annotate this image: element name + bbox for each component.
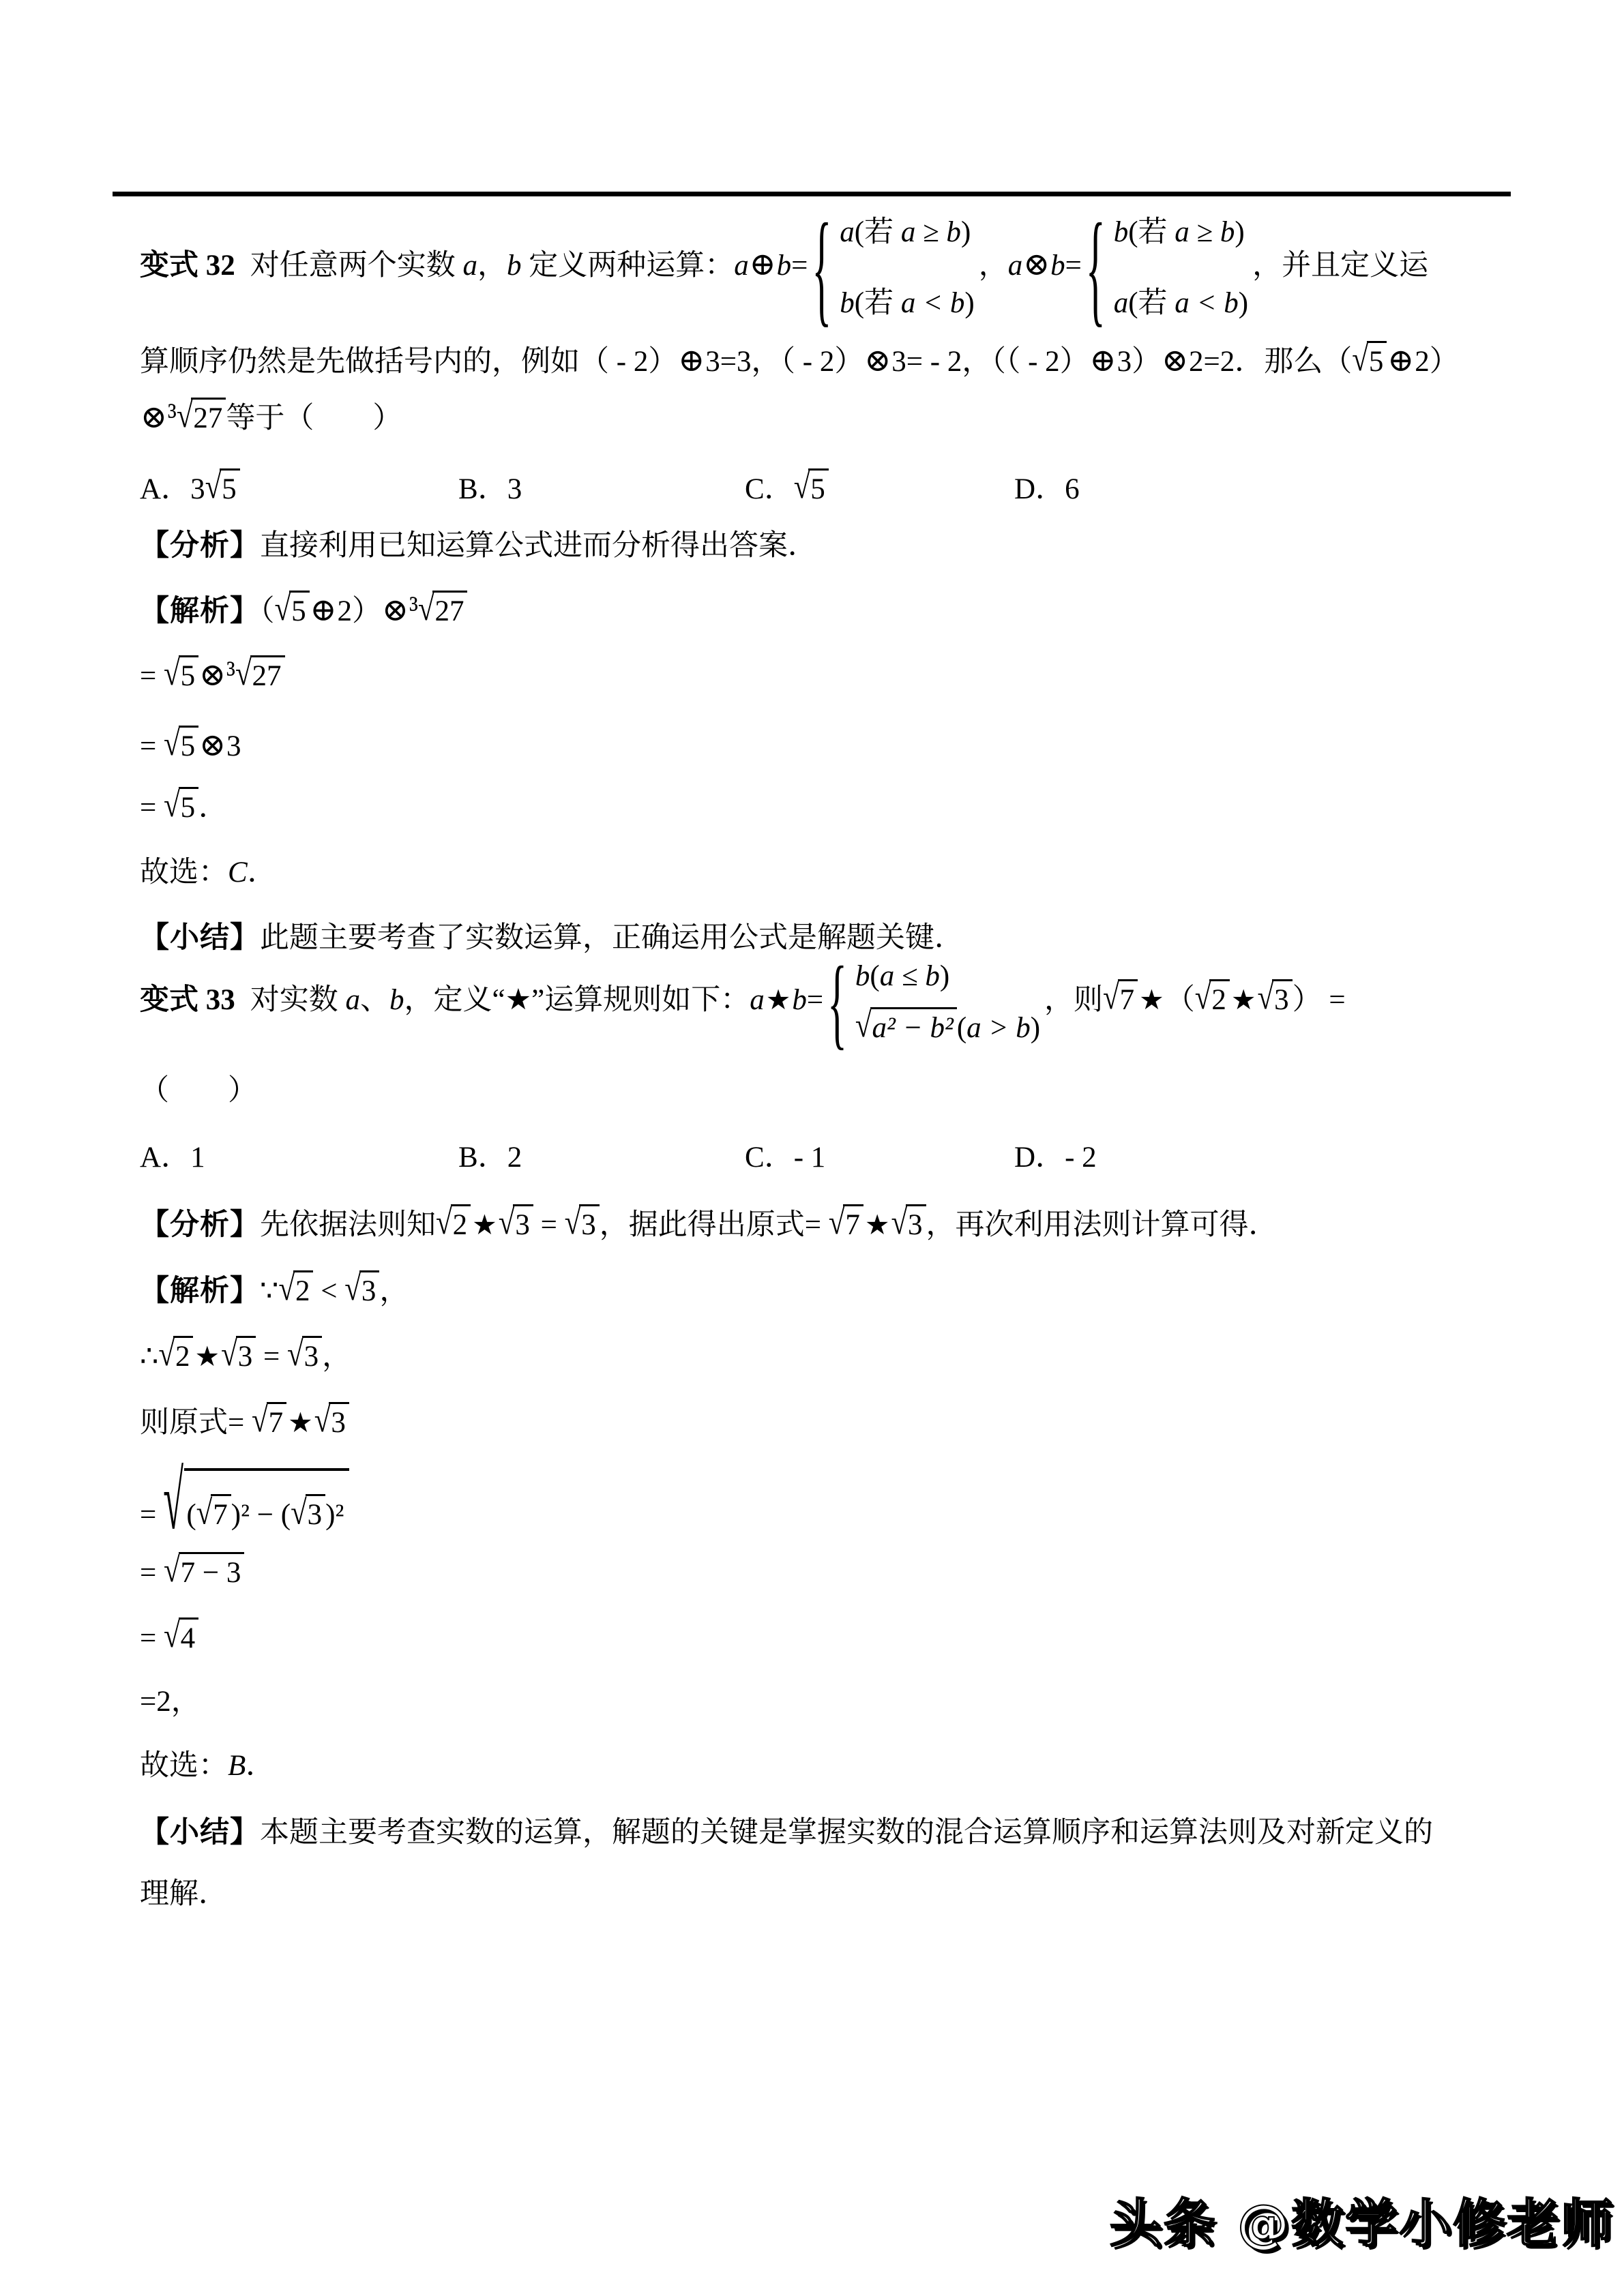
radicand: 3 — [306, 1494, 326, 1532]
radicand: 2 — [293, 1270, 314, 1308]
oplus-symbol: ⊕ — [310, 593, 337, 628]
text-run: ，则 — [1044, 983, 1104, 1016]
radicand: 27 — [432, 591, 467, 628]
sqrt-3 — [344, 1270, 379, 1308]
text-run: 2=2．那么（ — [1188, 346, 1353, 378]
star-symbol: ★ — [472, 1210, 497, 1240]
radical-sign: √ — [436, 1204, 452, 1242]
v33-step-6 — [140, 1682, 201, 1722]
v32-answer-line — [140, 853, 277, 893]
number: 3 — [226, 730, 241, 762]
radicand: 27 — [250, 655, 285, 693]
option-a — [140, 468, 458, 509]
radicand: 2 — [173, 1336, 194, 1373]
piecewise-star — [827, 946, 1041, 1059]
radical-sign: √ — [1257, 979, 1274, 1017]
radicand: 5 — [1367, 341, 1387, 378]
option-label: D． — [1014, 1142, 1065, 1174]
radical-sign: √ — [1352, 340, 1368, 378]
sqrt-3 — [291, 1493, 325, 1532]
sqrt-7 — [1103, 979, 1138, 1017]
option-d — [1014, 1138, 1483, 1178]
otimes-symbol: ⊗ — [141, 400, 167, 435]
sqrt-4 — [164, 1617, 198, 1655]
case-row: b(若 a ≥ b) — [1113, 216, 1245, 248]
v33-blank-line — [140, 1071, 257, 1111]
v32-question-line — [140, 398, 402, 438]
v33-step-5 — [140, 1617, 198, 1658]
text-run: 等于（ ） — [226, 402, 402, 434]
equals-sign: = — [806, 983, 824, 1016]
radical-sign: √ — [278, 1270, 295, 1308]
equals-sign: = — [140, 660, 164, 692]
radicand: 5 — [179, 655, 199, 693]
text-run: ，据此得出原式= — [599, 1209, 829, 1241]
math-var-b: b — [507, 249, 522, 282]
text-run: 直接利用已知运算公式进而分析得出答案． — [260, 530, 817, 562]
radicand: 3 — [1272, 979, 1293, 1017]
text-run: 则原式= — [140, 1407, 252, 1439]
v33-options-row — [140, 1138, 1483, 1178]
summary-tag: 【小结】 — [140, 1817, 260, 1849]
radicand: 3 — [906, 1204, 926, 1242]
equals-sign: = — [533, 1209, 565, 1241]
radical-sign: √ — [793, 468, 810, 506]
math-var-a: a — [750, 983, 765, 1016]
radicand: (√7 )² − (√3 )² — [184, 1468, 349, 1532]
option-value: - 2 — [1065, 1142, 1097, 1174]
option-value: - 1 — [793, 1142, 826, 1174]
text-run: （ — [260, 595, 275, 627]
answer-blank: （ ） — [140, 1075, 257, 1107]
text-run: 3） — [1117, 346, 1162, 378]
radicand: 7 — [267, 1402, 287, 1440]
v33-intro-line — [140, 946, 1346, 1059]
option-d — [1014, 470, 1483, 509]
v32-options-row — [140, 468, 1483, 509]
watermark: 头条 @数学小修老师 — [1109, 2193, 1614, 2254]
option-value: 1 — [190, 1142, 205, 1174]
radical-sign: √ — [196, 1493, 213, 1532]
sqrt-3 — [498, 1204, 533, 1242]
sqrt-5 — [164, 786, 198, 824]
radical-sign: √ — [274, 590, 291, 628]
option-value: 6 — [1065, 473, 1080, 505]
oplus-symbol: ⊕ — [749, 247, 776, 282]
star-symbol: ★ — [765, 984, 791, 1015]
text-run: ， — [978, 249, 1008, 282]
sqrt-5 — [274, 590, 310, 628]
text-run: 对任意两个实数 — [250, 249, 463, 282]
result-value: =2， — [140, 1686, 201, 1718]
sqrt-7-minus-3 — [164, 1551, 244, 1590]
text-run: ． — [246, 1750, 276, 1782]
solution-tag: 【解析】 — [140, 595, 260, 627]
radical-sign: √ — [164, 725, 180, 763]
solution-tag: 【解析】 — [140, 1275, 260, 1307]
sqrt-3 — [286, 1335, 322, 1373]
radicand: a² − b² — [870, 1007, 957, 1045]
radicand: 7 — [843, 1204, 863, 1242]
case-row: b(若 a < b) — [840, 287, 975, 319]
answer-letter: B — [228, 1750, 246, 1782]
radical-sign: √ — [1194, 979, 1211, 1017]
equals-sign: = — [140, 1622, 164, 1654]
text-run: ，并且定义运 — [1252, 249, 1429, 282]
option-value: 3 — [507, 473, 522, 505]
option-c — [745, 468, 1014, 509]
sqrt-nested — [163, 1456, 349, 1548]
radical-sign: ³√ — [167, 397, 193, 435]
brace: { — [827, 946, 847, 1059]
option-value: 3 — [190, 473, 205, 505]
radical-sign: √ — [164, 655, 180, 693]
star-symbol: ★ — [288, 1407, 313, 1438]
radicand: 7 — [1118, 979, 1138, 1017]
option-label: B． — [458, 473, 507, 505]
case-row: a(若 a ≥ b) — [840, 216, 971, 248]
radical-sign: √ — [286, 1335, 304, 1373]
oplus-symbol: ⊕ — [1387, 344, 1415, 378]
text-run: 本题主要考查实数的运算，解题的关键是掌握实数的混合运算顺序和运算法则及对新定义的 — [260, 1817, 1433, 1849]
star-symbol: ★ — [1230, 984, 1256, 1015]
text-run: 算顺序仍然是先做括号内的，例如（ - 2） — [140, 346, 678, 378]
option-a — [140, 1138, 458, 1178]
option-label: C． — [745, 473, 794, 505]
radicand: 3 — [302, 1336, 323, 1373]
math-var-a: a — [345, 983, 360, 1016]
math-var-b: b — [389, 983, 404, 1016]
text-run: 3=3，（ - 2） — [705, 346, 864, 378]
text-run: 3= - 2，（（ - 2） — [891, 346, 1089, 378]
text-run: 定义两种运算： — [521, 249, 735, 282]
text-run: 理解． — [140, 1878, 228, 1910]
sqrt-5 — [164, 725, 198, 763]
v33-solution-line — [140, 1270, 409, 1311]
equals-sign: = — [140, 730, 164, 762]
equals-sign: = — [140, 1557, 164, 1589]
oplus-symbol: ⊕ — [678, 344, 705, 378]
math-var-b: b — [776, 249, 792, 282]
analysis-tag: 【分析】 — [140, 530, 260, 562]
equals-sign: = — [256, 1341, 287, 1373]
radicand: 5 — [220, 468, 240, 506]
sqrt-2 — [278, 1270, 313, 1308]
radicand: 5 — [179, 726, 199, 763]
radicand: 3 — [579, 1204, 600, 1242]
v32-label: 变式 32 — [140, 249, 235, 282]
v32-intro-line — [140, 198, 1429, 338]
sqrt-5 — [164, 655, 198, 693]
sqrt-5 — [793, 468, 829, 506]
radicand: 5 — [808, 468, 829, 506]
radical-sign: √ — [291, 1493, 307, 1532]
text-run: 故选： — [140, 856, 228, 889]
option-b — [458, 1138, 745, 1178]
equals-sign: = — [1321, 983, 1346, 1016]
analysis-tag: 【分析】 — [140, 1209, 260, 1241]
cbrt-27 — [409, 590, 468, 628]
text-run: ， — [477, 249, 507, 282]
summary-tag: 【小结】 — [140, 922, 260, 954]
otimes-symbol: ⊗ — [1162, 344, 1188, 378]
v33-step-3 — [140, 1456, 349, 1548]
radical-sign: √ — [828, 1204, 845, 1242]
text-run: ， — [322, 1341, 352, 1373]
text-run: 、 — [360, 983, 389, 1016]
sqrt-7 — [196, 1493, 231, 1532]
header-divider — [113, 192, 1511, 196]
less-than-sign: < — [313, 1275, 345, 1307]
case-row: √a² − b² (a > b) — [855, 1007, 1040, 1048]
sqrt-3 — [221, 1335, 256, 1373]
option-label: B． — [458, 1142, 507, 1174]
v33-analysis-line — [140, 1204, 1278, 1245]
equals-sign: = — [140, 792, 164, 824]
equals-sign: = — [1065, 249, 1082, 282]
piecewise-oplus — [812, 198, 975, 338]
text-run: ， — [379, 1275, 409, 1307]
cbrt-27 — [167, 397, 226, 435]
radical-sign: √ — [498, 1204, 515, 1242]
radical-sign: √ — [164, 1617, 180, 1655]
radicand: 7 − 3 — [179, 1552, 245, 1590]
text-run: 2） — [337, 595, 382, 627]
radicand: 7 — [211, 1494, 231, 1532]
option-label: A． — [140, 1142, 191, 1174]
math-var-a: a — [734, 249, 749, 282]
radical-sign: √ — [205, 468, 222, 506]
radicand: 3 — [236, 1336, 256, 1373]
brace: { — [1085, 198, 1106, 338]
brace: { — [812, 198, 832, 338]
v33-answer-line — [140, 1746, 275, 1786]
v33-step-1 — [140, 1336, 351, 1377]
sqrt-2 — [436, 1204, 471, 1242]
option-label: C． — [745, 1142, 794, 1174]
otimes-symbol: ⊗ — [199, 728, 226, 763]
option-b — [458, 470, 745, 509]
radicand: 3 — [329, 1402, 349, 1440]
case-row: b(a ≤ b) — [855, 960, 950, 992]
math-var-b: b — [792, 983, 807, 1016]
text-run: ，定义“★”运算规则如下： — [404, 983, 750, 1016]
therefore-symbol: ∴ — [140, 1341, 159, 1373]
v32-step-2 — [140, 726, 241, 766]
star-symbol: ★ — [1139, 984, 1164, 1015]
radical-sign: √ — [564, 1204, 581, 1242]
radical-sign: √ — [164, 1551, 180, 1590]
text-run: （ — [1165, 983, 1195, 1016]
text-run: ． — [198, 792, 228, 824]
because-symbol: ∵ — [260, 1275, 279, 1307]
v32-step-3 — [140, 787, 228, 828]
sqrt-3 — [564, 1204, 600, 1242]
math-var-a: a — [462, 249, 477, 282]
sqrt-7 — [828, 1204, 863, 1242]
radicand: 3 — [513, 1204, 533, 1242]
v33-step-4 — [140, 1552, 244, 1593]
radical-sign: ³√ — [226, 655, 252, 693]
case-row: a(若 a < b) — [1113, 287, 1249, 319]
v32-step-1 — [140, 655, 285, 696]
radical-sign: √ — [1103, 979, 1119, 1017]
radicand: 5 — [289, 591, 310, 628]
radicand: 4 — [179, 1617, 199, 1655]
option-c — [745, 1138, 1014, 1178]
piecewise-otimes — [1085, 198, 1249, 338]
v32-rule-line — [140, 341, 1459, 382]
text-run: 故选： — [140, 1750, 228, 1782]
radical-sign: √ — [163, 1456, 184, 1548]
sqrt-5 — [1352, 340, 1387, 378]
text-run: 先依据法则知 — [260, 1209, 436, 1241]
v32-solution-line — [140, 591, 467, 631]
text-run: ，再次利用法则计算可得． — [926, 1209, 1278, 1241]
radical-sign: √ — [252, 1401, 268, 1440]
text-run: ． — [247, 856, 277, 889]
text-run: 对实数 — [250, 983, 346, 1016]
option-value: 2 — [507, 1142, 522, 1174]
sqrt-3 — [891, 1204, 926, 1242]
radical-sign: √ — [221, 1335, 237, 1373]
v32-analysis-line — [140, 526, 817, 566]
radicand: 2 — [1209, 979, 1230, 1017]
radicand: 5 — [179, 787, 199, 824]
otimes-symbol: ⊗ — [1023, 247, 1050, 282]
sqrt-2 — [158, 1335, 193, 1373]
v33-step-2 — [140, 1402, 349, 1443]
math-var-a: a — [1007, 249, 1023, 282]
radicand: 27 — [191, 398, 226, 435]
star-symbol: ★ — [864, 1210, 890, 1240]
otimes-symbol: ⊗ — [864, 344, 891, 378]
radical-sign: ³√ — [409, 590, 434, 628]
radical-sign: √ — [891, 1204, 908, 1242]
v33-label: 变式 33 — [140, 983, 235, 1016]
math-var-b: b — [1050, 249, 1065, 282]
v33-summary-line-2 — [140, 1875, 228, 1914]
otimes-symbol: ⊗ — [382, 593, 409, 628]
sqrt-3 — [1257, 979, 1292, 1017]
sqrt-3 — [314, 1401, 349, 1440]
radicand: 3 — [359, 1270, 380, 1308]
text-run: 此题主要考查了实数运算，正确运用公式是解题关键． — [260, 922, 964, 954]
sqrt-2 — [1194, 979, 1230, 1017]
cbrt-27 — [226, 655, 285, 693]
radical-sign: √ — [855, 1007, 872, 1045]
equals-sign: = — [791, 249, 808, 282]
star-symbol: ★ — [194, 1341, 220, 1372]
radical-sign: √ — [314, 1401, 331, 1440]
radical-sign: √ — [344, 1270, 361, 1308]
radical-sign: √ — [158, 1335, 175, 1373]
radicand: 2 — [451, 1204, 471, 1242]
equals-sign: = — [140, 1499, 164, 1531]
option-label: D． — [1014, 473, 1065, 505]
sqrt-5 — [205, 468, 240, 506]
answer-letter: C — [228, 856, 248, 889]
v33-summary-line — [140, 1813, 1433, 1853]
option-label: A． — [140, 473, 191, 505]
text-run: ） — [1292, 983, 1322, 1016]
sqrt-7 — [252, 1401, 286, 1440]
oplus-symbol: ⊕ — [1089, 344, 1117, 378]
radical-sign: √ — [164, 786, 180, 824]
text-run: 2） — [1415, 346, 1459, 378]
otimes-symbol: ⊗ — [199, 658, 226, 693]
